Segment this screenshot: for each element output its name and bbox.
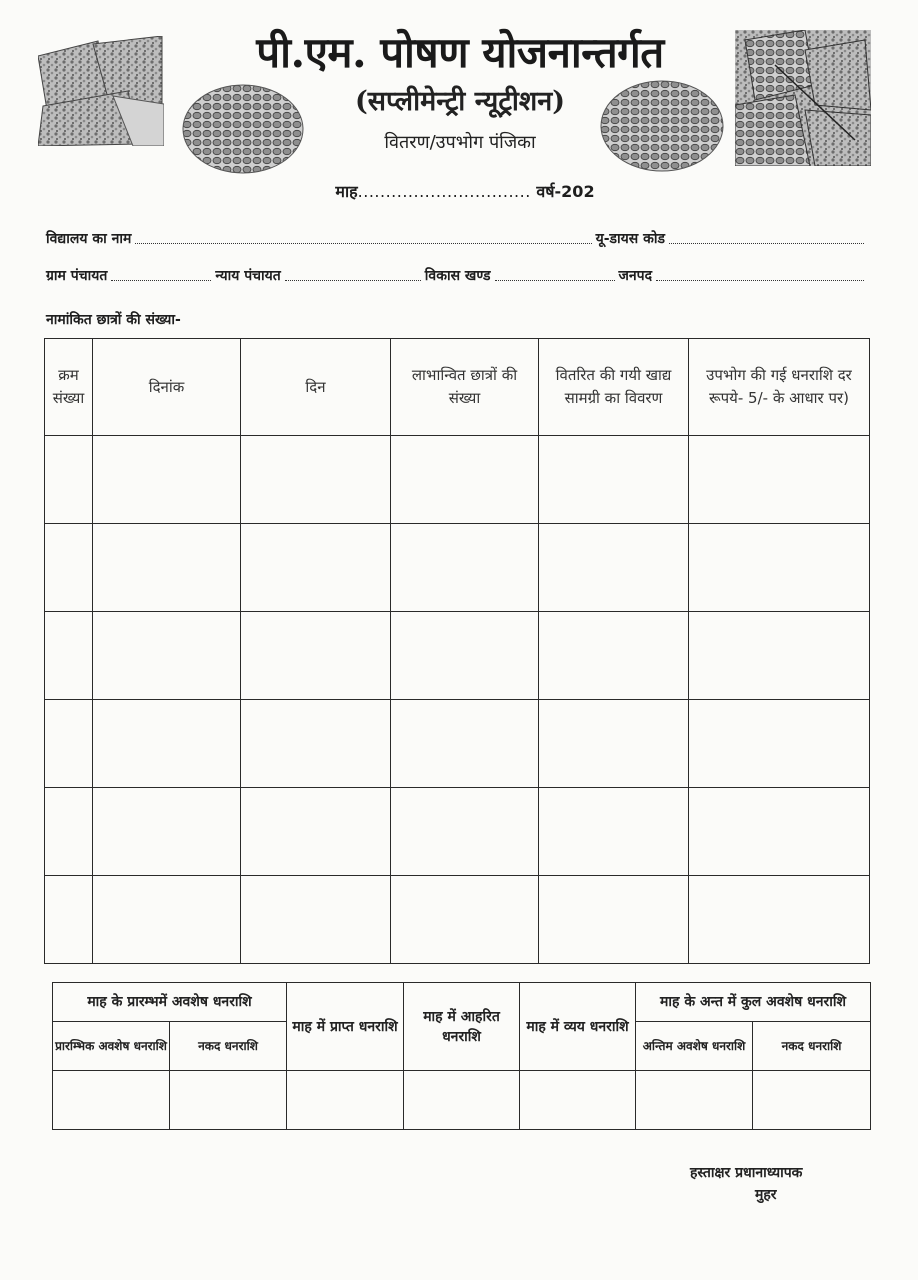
table-cell[interactable] (93, 612, 241, 700)
table-row (45, 524, 870, 612)
table-cell[interactable] (391, 524, 539, 612)
seal-label: मुहर (755, 1187, 777, 1203)
gram-panchayat-field[interactable] (111, 266, 211, 281)
table-row (53, 1071, 871, 1130)
table-cell[interactable] (45, 436, 93, 524)
headmaster-signature-label: हस्ताक्षर प्रधानाध्यापक (690, 1165, 803, 1181)
closing-cash-header: नकद धनराशि (753, 1022, 871, 1071)
table-cell[interactable] (689, 612, 870, 700)
table-cell[interactable] (539, 876, 689, 964)
table-cell[interactable] (689, 436, 870, 524)
table-cell[interactable] (539, 612, 689, 700)
table-row (45, 700, 870, 788)
table-cell[interactable] (404, 1071, 520, 1130)
school-name-label: विद्यालय का नाम (46, 231, 132, 247)
col-amount-used: उपभोग की गई धनराशि दर रूपये- 5/- के आधार पर) (689, 339, 870, 436)
table-cell[interactable] (93, 788, 241, 876)
janpad-label: जनपद (618, 268, 653, 284)
table-cell[interactable] (53, 1071, 170, 1130)
table-cell[interactable] (689, 700, 870, 788)
distribution-header-row (45, 339, 870, 436)
table-row (45, 436, 870, 524)
table-cell[interactable] (241, 612, 391, 700)
table-cell[interactable] (93, 436, 241, 524)
opening-cash-header: नकद धनराशि (170, 1022, 287, 1071)
balance-summary-table (52, 982, 871, 1130)
enrolled-students-label: नामांकित छात्रों की संख्या- (46, 312, 181, 328)
month-dots: ............................... (357, 182, 531, 201)
table-cell[interactable] (391, 788, 539, 876)
vikas-khand-field[interactable] (495, 266, 615, 281)
table-cell[interactable] (45, 612, 93, 700)
col-beneficiary-count: लाभान्वित छात्रों की संख्या (391, 339, 539, 436)
udise-code-label: यू-डायस कोड (595, 231, 665, 247)
school-name-field[interactable] (135, 229, 591, 244)
drawn-amount-header: माह में आहरित धनराशि (404, 983, 520, 1071)
table-cell[interactable] (170, 1071, 287, 1130)
table-cell[interactable] (689, 788, 870, 876)
nyay-panchayat-label: न्याय पंचायत (215, 268, 281, 284)
opening-initial-balance-header: प्रारम्भिक अवशेष धनराशि (53, 1022, 170, 1071)
table-cell[interactable] (391, 876, 539, 964)
table-cell[interactable] (45, 876, 93, 964)
opening-balance-header: माह के प्रारम्भमें अवशेष धनराशि (53, 983, 287, 1022)
expense-amount-header: माह में व्यय धनराशि (520, 983, 636, 1071)
table-cell[interactable] (520, 1071, 636, 1130)
table-cell[interactable] (45, 788, 93, 876)
summary-header-row (53, 983, 871, 1022)
table-cell[interactable] (45, 524, 93, 612)
table-cell[interactable] (241, 700, 391, 788)
closing-balance-header: माह के अन्त में कुल अवशेष धनराशि (636, 983, 871, 1022)
table-cell[interactable] (45, 700, 93, 788)
table-cell[interactable] (539, 436, 689, 524)
year-label: वर्ष-202 (536, 182, 595, 201)
table-cell[interactable] (93, 524, 241, 612)
scheme-title: पी.एम. पोषण योजनान्तर्गत (256, 28, 664, 77)
food-packet-image-left (38, 36, 164, 146)
table-cell[interactable] (636, 1071, 753, 1130)
udise-code-field[interactable] (669, 229, 864, 244)
table-row (45, 788, 870, 876)
table-cell[interactable] (539, 524, 689, 612)
table-cell[interactable] (93, 700, 241, 788)
scheme-subtitle: (सप्लीमेन्ट्री न्यूट्रीशन) (354, 86, 566, 117)
col-food-description: वितरित की गयी खाद्य सामग्री का विवरण (539, 339, 689, 436)
received-amount-header: माह में प्राप्त धनराशि (287, 983, 404, 1071)
school-info-line (46, 229, 868, 248)
table-cell[interactable] (241, 524, 391, 612)
janpad-field[interactable] (656, 266, 864, 281)
month-label: माह (335, 182, 358, 201)
location-info-line (46, 266, 868, 285)
table-cell[interactable] (753, 1071, 871, 1130)
closing-final-balance-header: अन्तिम अवशेष धनराशि (636, 1022, 753, 1071)
table-cell[interactable] (241, 876, 391, 964)
col-date: दिनांक (93, 339, 241, 436)
table-cell[interactable] (391, 612, 539, 700)
col-serial-number: क्रम संख्या (45, 339, 93, 436)
table-row (45, 612, 870, 700)
register-title: वितरण/उपभोग पंजिका (384, 132, 536, 153)
distribution-table (44, 338, 870, 964)
month-year-line (300, 180, 630, 202)
gram-panchayat-label: ग्राम पंचायत (46, 268, 108, 284)
table-row (45, 876, 870, 964)
nyay-panchayat-field[interactable] (285, 266, 421, 281)
col-day: दिन (241, 339, 391, 436)
table-cell[interactable] (689, 524, 870, 612)
table-cell[interactable] (391, 436, 539, 524)
table-cell[interactable] (539, 788, 689, 876)
table-cell[interactable] (93, 876, 241, 964)
vikas-khand-label: विकास खण्ड (424, 268, 491, 284)
table-cell[interactable] (241, 436, 391, 524)
table-cell[interactable] (287, 1071, 404, 1130)
table-cell[interactable] (391, 700, 539, 788)
table-cell[interactable] (689, 876, 870, 964)
table-cell[interactable] (241, 788, 391, 876)
table-cell[interactable] (539, 700, 689, 788)
